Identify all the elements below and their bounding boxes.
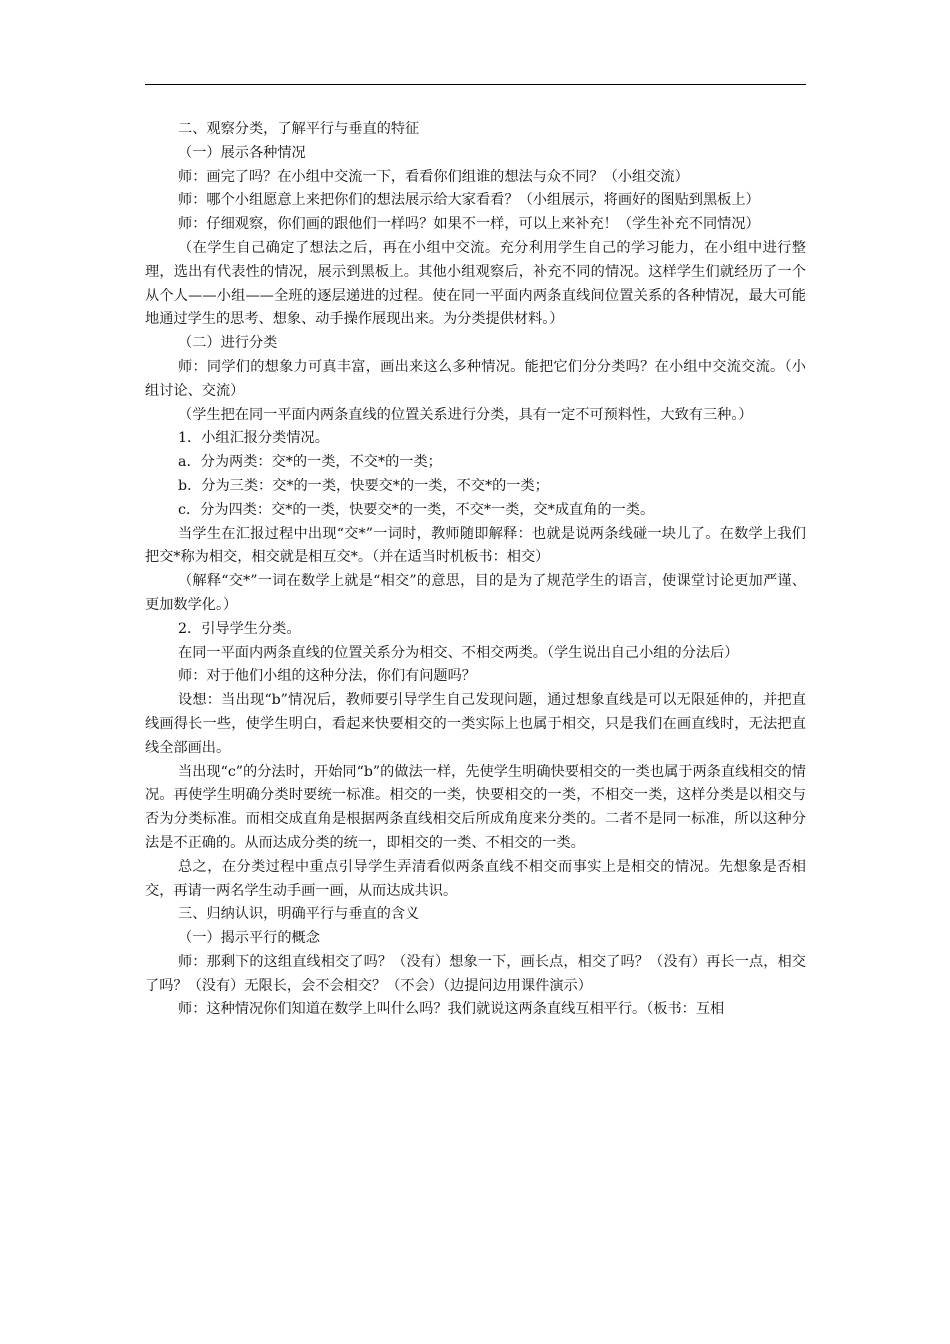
subsection-heading: （一）揭示平行的概念 xyxy=(178,930,320,947)
paragraph: （在学生自己确定了想法之后，再在小组中交流。充分利用学生自己的学习能力，在小组中进行整理，选出有代表性的情况，展示到黑板上。其他小组观察后，补充不同的情况。这样学生们就经历了一个从个人——小组——全班的逐层递进的过程。使在同一平面内两条直线间位置关系的各种情况，最大可能地通过学生的思考、想象、动手操作展现出来。为分类提供材料。） xyxy=(145,239,806,328)
list-heading: 2．引导学生分类。 xyxy=(178,620,301,637)
section-heading: 二、观察分类，了解平行与垂直的特征 xyxy=(178,121,420,137)
subsection-heading: （二）进行分类 xyxy=(178,335,278,352)
document-body xyxy=(145,118,806,1022)
subsection-heading: （一）展示各种情况 xyxy=(178,144,306,161)
paragraph: （学生把在同一平面内两条直线的位置关系进行分类，具有一定不可预料性，大致有三种。） xyxy=(178,406,753,423)
paragraph: 师：那剩下的这组直线相交了吗？（没有）想象一下，画长点，相交了吗？（没有）再长一点，相交了吗？（没有）无限长，会不会相交？（不会）（边提问边用课件演示） xyxy=(145,953,806,994)
paragraph: 师：同学们的想象力可真丰富，画出来这么多种情况。能把它们分分类吗？在小组中交流交流。（小组讨论、交流） xyxy=(145,358,806,399)
list-item: b．分为三类：交*的一类，快要交*的一类，不交*的一类； xyxy=(178,477,549,494)
paragraph: 师：仔细观察，你们画的跟他们一样吗？如果不一样，可以上来补充！（学生补充不同情况） xyxy=(178,216,760,233)
paragraph: 在同一平面内两条直线的位置关系分为相交、不相交两类。（学生说出自己小组的分法后） xyxy=(178,644,739,661)
paragraph: 当出现“c”的分法时，开始同“b”的做法一样，先使学生明确快要相交的一类也属于两条直线相交的情况。再使学生明确分类时要统一标准。相交的一类，快要相交的一类，不相交一类，这样分类是以相交与否为分类标准。而相交成直角是根据两条直线相交后所成角度来分类的。二者不是同一标准，所以这种分法是不正确的。从而达成分类的统一，即相交的一类、不相交的一类。 xyxy=(145,763,806,851)
paragraph: （解释“交*”一词在数学上就是“相交”的意思，目的是为了规范学生的语言，使课堂讨论更加严谨、更加数学化。） xyxy=(145,573,806,613)
list-item: c．分为四类：交*的一类，快要交*的一类，不交*一类，交*成直角的一类。 xyxy=(178,501,655,518)
paragraph: 师：这种情况你们知道在数学上叫什么吗？我们就说这两条直线互相平行。（板书：互相 xyxy=(178,1001,725,1018)
paragraph: 总之，在分类过程中重点引导学生弄清看似两条直线不相交而事实上是相交的情况。先想象是否相交，再请一两名学生动手画一画，从而达成共识。 xyxy=(145,858,806,899)
header-rule xyxy=(145,84,806,85)
paragraph: 师：对于他们小组的这种分法，你们有问题吗？ xyxy=(178,668,476,685)
paragraph: 当学生在汇报过程中出现“交*”一词时，教师随即解释：也就是说两条线碰一块儿了。在数学上我们把交*称为相交，相交就是相互交*。（并在适当时机板书：相交） xyxy=(145,525,806,566)
section-heading: 三、归纳认识，明确平行与垂直的含义 xyxy=(178,906,420,923)
paragraph: 师：哪个小组愿意上来把你们的想法展示给大家看看？（小组展示，将画好的图贴到黑板上） xyxy=(178,192,760,209)
paragraph: 设想：当出现“b”情况后，教师要引导学生自己发现问题，通过想象直线是可以无限延伸的，并把直线画得长一些，使学生明白，看起来快要相交的一类实际上也属于相交，只是我们在画直线时，无法把直线全部画出。 xyxy=(145,692,806,756)
list-item: a．分为两类：交*的一类，不交*的一类； xyxy=(178,454,442,471)
paragraph: 师：画完了吗？在小组中交流一下，看看你们组谁的想法与众不同？（小组交流） xyxy=(178,168,689,185)
list-heading: 1．小组汇报分类情况。 xyxy=(178,430,329,447)
